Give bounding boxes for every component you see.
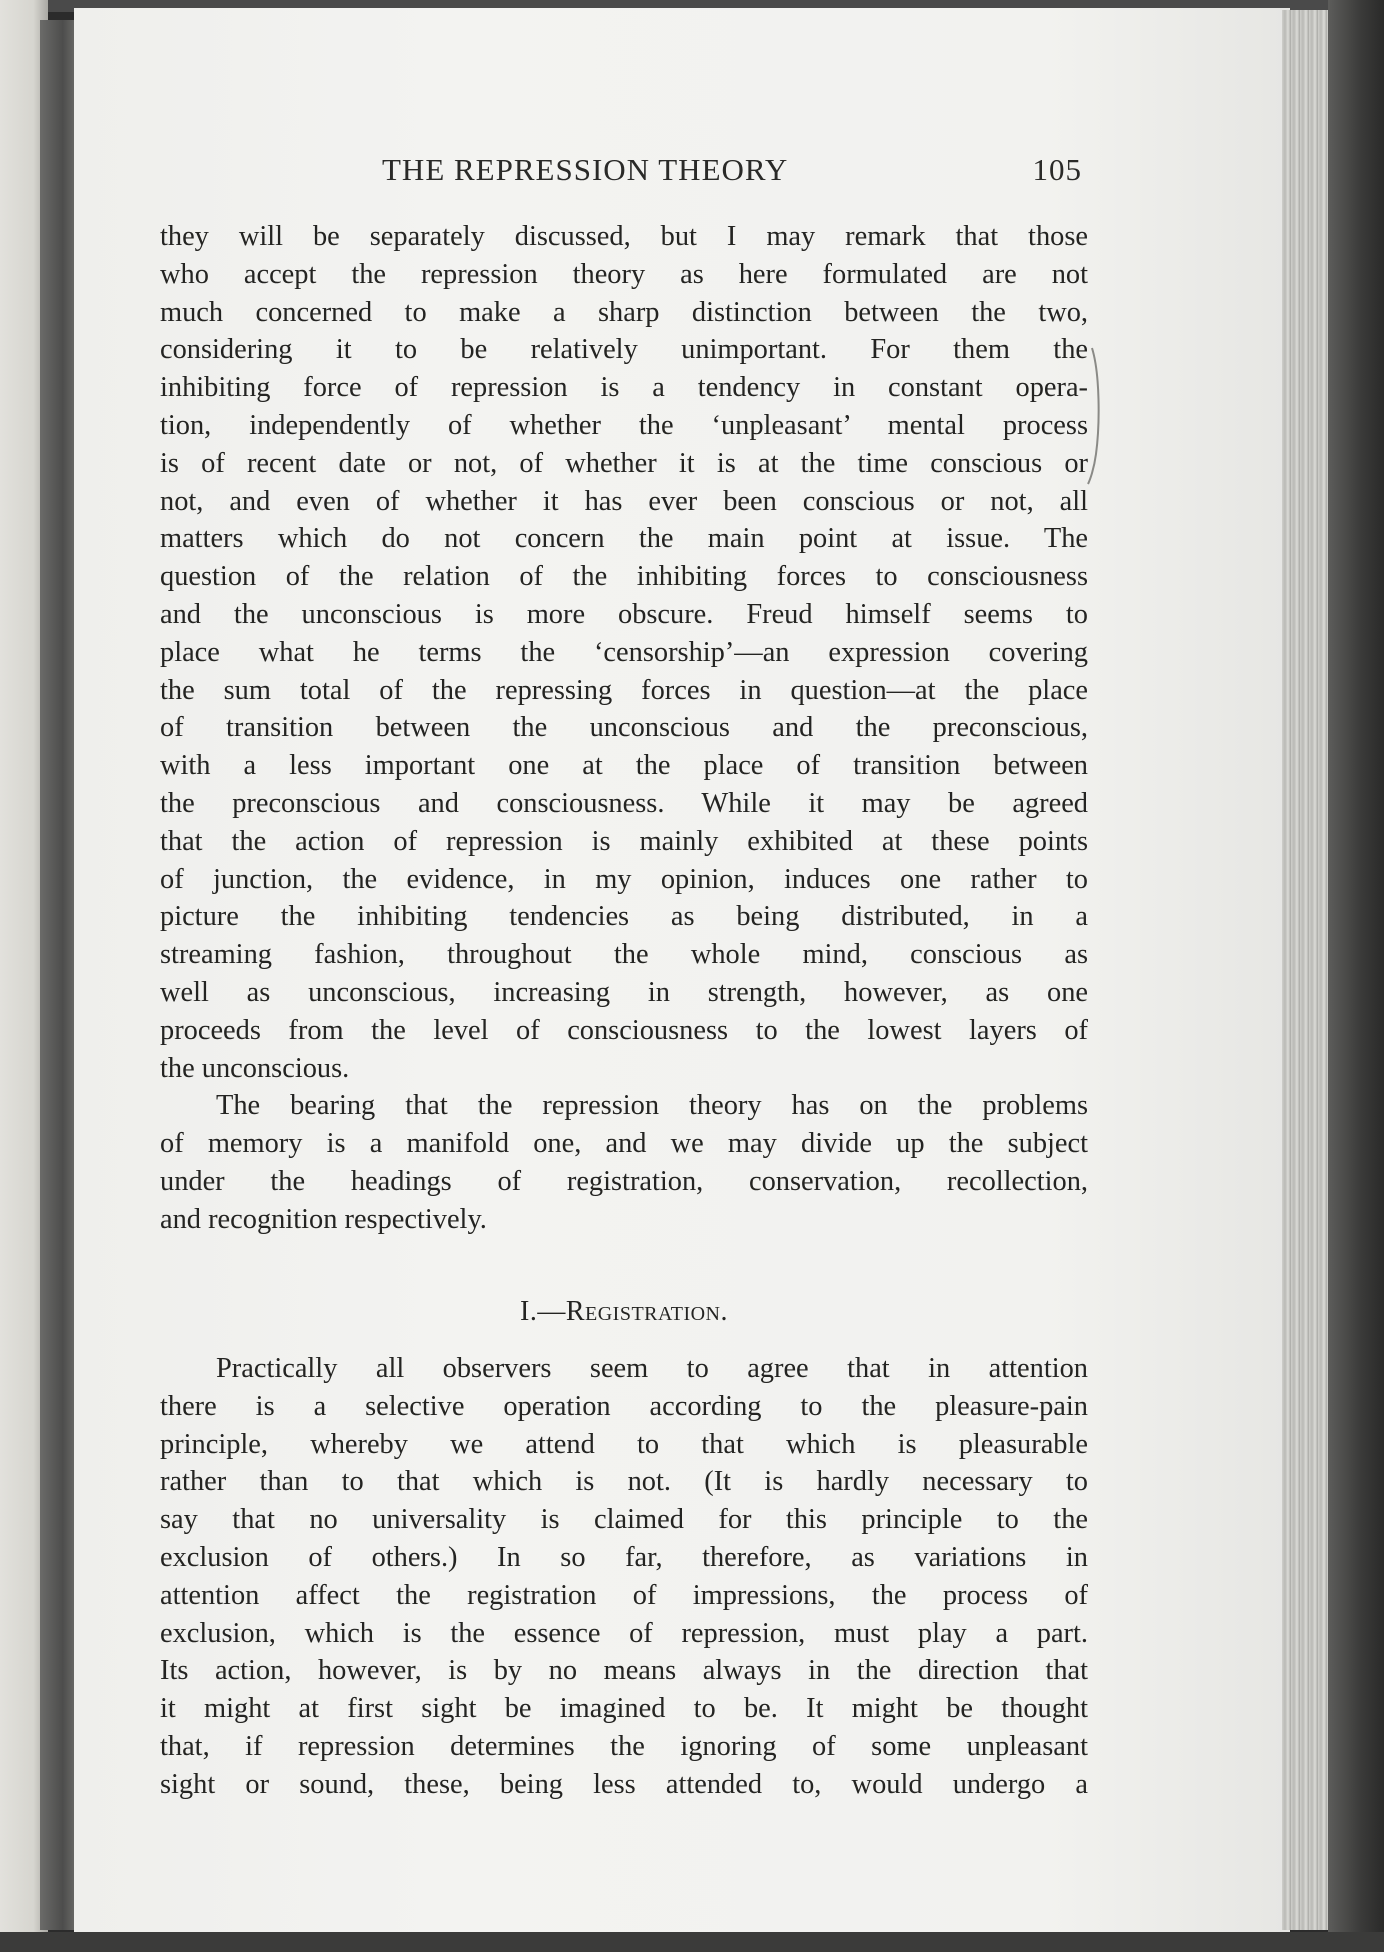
text-line: that, if repression determines the ignoring of some unpleasant xyxy=(160,1730,1088,1762)
text-line: question of the relation of the inhibiting forces to consciousness xyxy=(160,561,1088,593)
text-line: with a less important one at the place of transition between xyxy=(160,750,1088,782)
text-line: it might at first sight be imagined to be. It might be thought xyxy=(160,1693,1088,1725)
text-line: the sum total of the repressing forces in question—at the place xyxy=(160,674,1088,706)
text-line: they will be separately discussed, but I may remark that those xyxy=(160,221,1088,252)
text-line: that the action of repression is mainly exhibited at these points xyxy=(160,825,1088,857)
text-line: place what he terms the ‘censorship’—an expression covering xyxy=(160,636,1088,668)
book-cover-edge xyxy=(1328,0,1384,1952)
text-line: principle, whereby we attend to that which is pleasurable xyxy=(160,1428,1088,1460)
text-line: say that no universality is claimed for this principle to the xyxy=(160,1504,1088,1536)
text-line: the unconscious. xyxy=(160,1052,350,1084)
text-line: streaming fashion, throughout the whole mind, conscious as xyxy=(160,939,1088,971)
section-heading xyxy=(160,1296,1088,1328)
page-fore-edge xyxy=(1282,10,1330,1930)
text-line: of junction, the evidence, in my opinion, induces one rather to xyxy=(160,863,1088,895)
text-line: proceeds from the level of consciousness to the lowest layers of xyxy=(160,1014,1088,1046)
text-line: picture the inhibiting tendencies as being distributed, in a xyxy=(160,901,1088,933)
book-gutter xyxy=(40,20,78,1930)
text-line: inhibiting force of repression is a tendency in constant opera- xyxy=(160,372,1088,404)
text-line: sight or sound, these, being less attended to, would undergo a xyxy=(160,1768,1088,1800)
paragraph-3 xyxy=(160,1350,1088,1804)
text-line: exclusion, which is the essence of repression, must play a part. xyxy=(160,1617,1088,1649)
text-line: much concerned to make a sharp distinction between the two, xyxy=(160,296,1088,328)
scan-border-bottom xyxy=(0,1932,1384,1952)
text-line: tion, independently of whether the ‘unpleasant’ mental process xyxy=(160,409,1088,441)
running-title: THE REPRESSION THEORY xyxy=(382,152,789,187)
page-number: 105 xyxy=(1032,152,1082,187)
paragraph-1 xyxy=(160,218,1088,1239)
text-line: who accept the repression theory as here formulated are not xyxy=(160,258,1088,290)
text-line: rather than to that which is not. (It is hardly necessary to xyxy=(160,1466,1088,1498)
text-line: Practically all observers seem to agree that in attention xyxy=(216,1353,1088,1384)
text-line: considering it to be relatively unimportant. For them the xyxy=(160,334,1088,366)
text-line: there is a selective operation according to the pleasure-pain xyxy=(160,1390,1088,1422)
text-line: and recognition respectively. xyxy=(160,1203,487,1235)
text-line: is of recent date or not, of whether it is at the time conscious or xyxy=(160,447,1088,479)
section-heading-text: I.—Registration. xyxy=(520,1296,728,1327)
text-line: the preconscious and consciousness. While it may be agreed xyxy=(160,787,1088,819)
text-line: matters which do not concern the main point at issue. The xyxy=(160,523,1088,555)
text-line: well as unconscious, increasing in strength, however, as one xyxy=(160,976,1088,1008)
text-line: attention affect the registration of impressions, the process of xyxy=(160,1579,1088,1611)
text-line: and the unconscious is more obscure. Freud himself seems to xyxy=(160,598,1088,630)
text-line: The bearing that the repression theory has on the problems xyxy=(216,1090,1088,1122)
running-head xyxy=(160,152,1090,196)
text-line: Its action, however, is by no means always in the direction that xyxy=(160,1655,1088,1687)
text-line: exclusion of others.) In so far, therefore, as variations in xyxy=(160,1541,1088,1573)
pencil-margin-mark xyxy=(1086,344,1110,488)
text-line: of transition between the unconscious and the preconscious, xyxy=(160,712,1088,744)
text-line: of memory is a manifold one, and we may divide up the subject xyxy=(160,1128,1088,1160)
text-line: not, and even of whether it has ever been conscious or not, all xyxy=(160,485,1088,517)
text-line: under the headings of registration, conservation, recollection, xyxy=(160,1165,1088,1197)
